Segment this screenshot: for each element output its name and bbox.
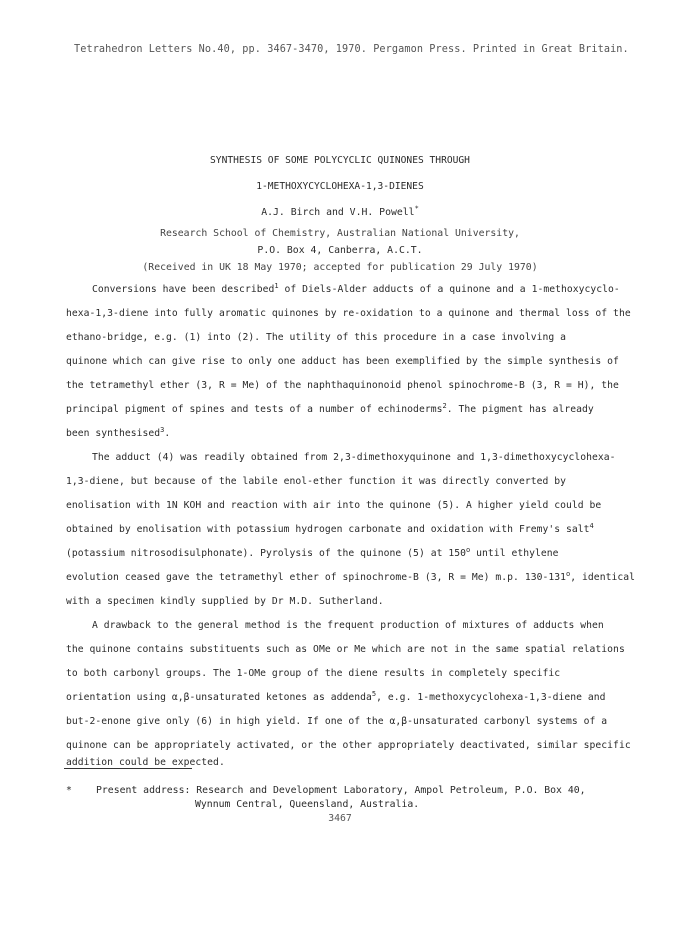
- p1-line-3: ethano-bridge, e.g. (1) into (2). The utility of this procedure in a case involving a: [66, 332, 567, 343]
- p1-line-5: the tetramethyl ether (3, R = Me) of the naphthaquinonoid phenol spinochrome-B (3, R = H), the: [66, 380, 619, 391]
- p1-line-1: Conversions have been described$^1$ of Diels-Alder adducts of a quinone and a 1-methoxycyclo-: [92, 281, 620, 295]
- footnote-mark: *: [66, 785, 72, 796]
- p3-line-2: the quinone contains substituents such as OMe or Me which are not in the same spatial relations: [66, 644, 625, 655]
- p2-line-7: with a specimen kindly supplied by Dr M.D. Sutherland.: [66, 596, 384, 607]
- p2-line-4: obtained by enolisation with potassium hydrogen carbonate and oxidation with Fremy's salt$^4$: [66, 521, 594, 535]
- author-footnote-mark: *: [414, 204, 419, 213]
- p2-line-1: The adduct (4) was readily obtained from 2,3-dimethoxyquinone and 1,3-dimethoxycyclohexa-: [92, 452, 616, 463]
- p1-line-4: quinone which can give rise to only one adduct has been exemplified by the simple synthesis of: [66, 356, 619, 367]
- footnote-line-2: Wynnum Central, Queensland, Australia.: [195, 799, 420, 810]
- p3-line-4: orientation using α,β-unsaturated ketones as addenda$^5$, e.g. 1-methoxycyclohexa-1,3-diene and: [66, 689, 606, 703]
- footnote-line-1: Present address: Research and Development Laboratory, Ampol Petroleum, P.O. Box 40,: [96, 785, 586, 796]
- p1-line-7: been synthesised$^3$.: [66, 425, 171, 439]
- footnote-divider: [64, 768, 192, 769]
- p2-line-5: (potassium nitrosodisulphonate). Pyrolysis of the quinone (5) at 150$^o$ until ethylene: [66, 545, 559, 559]
- p1-line-2: hexa-1,3-diene into fully aromatic quinones by re-oxidation to a quinone and thermal loss of the: [66, 308, 631, 319]
- p2-line-2: 1,3-diene, but because of the labile enol-ether function it was directly converted by: [66, 476, 567, 487]
- page-number: 3467: [328, 813, 352, 824]
- authors: [0, 204, 680, 218]
- p3-line-3: to both carbonyl groups. The 1-OMe group of the diene results in completely specific: [66, 668, 561, 679]
- paper-title-line-2: 1-METHOXYCYCLOHEXA-1,3-DIENES: [256, 181, 424, 192]
- journal-header: Tetrahedron Letters No.40, pp. 3467-3470, 1970. Pergamon Press. Printed in Great Britain.: [74, 44, 629, 55]
- p3-line-7: addition could be expected.: [66, 757, 225, 768]
- p1-line-6: principal pigment of spines and tests of a number of echinoderms$^2$. The pigment has already: [66, 401, 594, 415]
- p3-line-5: but-2-enone give only (6) in high yield. If one of the α,β-unsaturated carbonyl systems of a: [66, 716, 608, 727]
- author-names: A.J. Birch and V.H. Powell: [261, 207, 415, 218]
- p2-line-3: enolisation with 1N KOH and reaction with air into the quinone (5). A higher yield could be: [66, 500, 602, 511]
- received-dates: (Received in UK 18 May 1970; accepted for publication 29 July 1970): [142, 262, 538, 273]
- address: P.O. Box 4, Canberra, A.C.T.: [257, 245, 423, 256]
- paper-title-line-1: SYNTHESIS OF SOME POLYCYCLIC QUINONES THROUGH: [210, 155, 470, 166]
- p3-line-6: quinone can be appropriately activated, or the other appropriately deactivated, similar specific: [66, 740, 631, 751]
- affiliation: Research School of Chemistry, Australian National University,: [160, 228, 520, 239]
- p3-line-1: A drawback to the general method is the frequent production of mixtures of adducts when: [92, 620, 604, 631]
- p2-line-6: evolution ceased gave the tetramethyl ether of spinochrome-B (3, R = Me) m.p. 130-131$^o$, identical: [66, 569, 635, 583]
